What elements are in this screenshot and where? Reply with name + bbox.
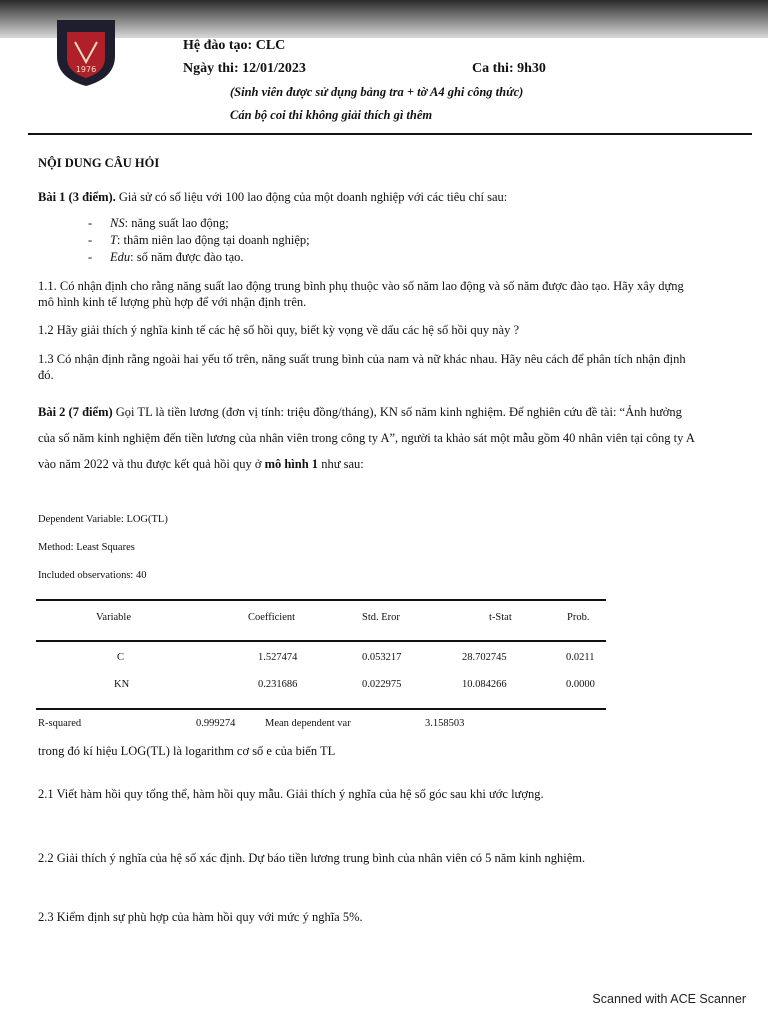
table-top-rule xyxy=(36,599,606,601)
question-2-1: 2.1 Viết hàm hồi quy tổng thể, hàm hồi quy mẫu. Giải thích ý nghĩa của hệ số góc sau khi ước lượng. xyxy=(38,787,544,801)
question-1-title: Bài 1 (3 điểm). xyxy=(38,190,116,204)
table-cell-std-error: 0.053217 xyxy=(362,652,402,663)
header-divider xyxy=(28,133,752,135)
variable-name: Edu xyxy=(110,250,131,264)
proctor-note: Cán bộ coi thi không giải thích gì thêm xyxy=(230,108,433,122)
question-1-1: 1.1. Có nhận định cho rằng năng suất lao động trung bình phụ thuộc vào số năm lao động và số năm được đào tạo. Hãy xây dựng mô hình kinh tế lượng phù hợp để với nhận định trên. xyxy=(38,279,684,309)
r-squared-label: R-squared xyxy=(38,718,82,729)
table-header-rule xyxy=(36,640,606,642)
materials-note: (Sinh viên được sử dụng bảng tra + tờ A4 ghi công thức) xyxy=(230,85,524,99)
variable-name: T xyxy=(110,233,117,247)
program-line: Hệ đào tạo: CLC xyxy=(183,38,286,53)
table-bottom-rule xyxy=(36,708,606,710)
question-2-3: 2.3 Kiểm định sự phù hợp của hàm hồi quy với mức ý nghĩa 5%. xyxy=(38,910,363,924)
column-header-variable: Variable xyxy=(96,612,131,623)
scanner-watermark: Scanned with ACE Scanner xyxy=(592,992,746,1006)
logo-year: 1976 xyxy=(75,65,97,74)
table-cell-t-stat: 28.702745 xyxy=(462,652,507,663)
question-1-intro xyxy=(38,189,698,205)
mean-dependent-label: Mean dependent var xyxy=(265,718,351,729)
university-logo xyxy=(55,18,117,88)
column-header-prob: Prob. xyxy=(567,612,590,623)
table-cell-coefficient: 1.527474 xyxy=(258,652,298,663)
table-cell-coefficient: 0.231686 xyxy=(258,679,298,690)
table-cell-prob: 0.0211 xyxy=(566,652,595,663)
log-note: trong đó kí hiệu LOG(TL) là logarithm cơ số e của biến TL xyxy=(38,744,336,758)
estimation-method: Method: Least Squares xyxy=(38,542,135,553)
table-cell-variable: C xyxy=(117,652,125,663)
question-1-text: Giả sử có số liệu với 100 lao động của một doanh nghiệp với các tiêu chí sau: xyxy=(115,190,508,204)
table-cell-t-stat: 10.084266 xyxy=(462,679,507,690)
table-cell-prob: 0.0000 xyxy=(566,679,595,690)
exam-shift: Ca thi: 9h30 xyxy=(472,61,546,76)
dependent-variable: Dependent Variable: LOG(TL) xyxy=(38,514,168,525)
question-2-2: 2.2 Giải thích ý nghĩa của hệ số xác định. Dự báo tiền lương trung bình của nhân viên có 5 năm kinh nghiệm. xyxy=(38,851,586,865)
question-1-3: 1.3 Có nhận định rằng ngoài hai yếu tố trên, năng suất trung bình của nam và nữ khác nhau. Hãy nêu cách để phân tích nhận định đó. xyxy=(38,352,686,382)
column-header-t-stat: t-Stat xyxy=(489,612,512,623)
column-header-coefficient: Coefficient xyxy=(248,612,296,623)
observations-count: Included observations: 40 xyxy=(38,570,147,581)
column-header-std-error: Std. Eror xyxy=(362,612,400,623)
model-name: mô hình 1 xyxy=(264,457,319,471)
variable-name: NS xyxy=(110,216,125,230)
question-2-intro: Bài 2 (7 điểm) Gọi TL là tiền lương (đơn vị tính: triệu đồng/tháng), KN số năm kinh nghiệm. Để nghiên cứu đề tài: “Ảnh hưởng của số năm kinh nghiệm đến tiền lương của nhân viên trong công ty A”, người ta khảo sát một mẫu gồm 40 nhân viên tại công ty A vào năm 2022 và thu được kết quả hồi quy ở mô hình 1 như sau: xyxy=(38,405,695,471)
question-1-2: 1.2 Hãy giải thích ý nghĩa kinh tế các hệ số hồi quy, biết kỳ vọng về dấu các hệ số hồi quy này ? xyxy=(38,323,520,337)
question-2-title: Bài 2 (7 điểm) xyxy=(38,405,113,419)
variable-item-t: - T: thâm niên lao động tại doanh nghiệp; xyxy=(88,233,310,247)
r-squared-value: 0.999274 xyxy=(196,718,236,729)
exam-date: Ngày thi: 12/01/2023 xyxy=(183,61,306,76)
variable-item-ns: - NS: năng suất lao động; xyxy=(88,216,229,230)
variable-item-edu: - Edu: số năm được đào tạo. xyxy=(88,250,244,264)
mean-dependent-value: 3.158503 xyxy=(425,718,465,729)
table-cell-std-error: 0.022975 xyxy=(362,679,402,690)
table-cell-variable: KN xyxy=(114,679,130,690)
section-title: NỘI DUNG CÂU HỎI xyxy=(38,156,160,170)
